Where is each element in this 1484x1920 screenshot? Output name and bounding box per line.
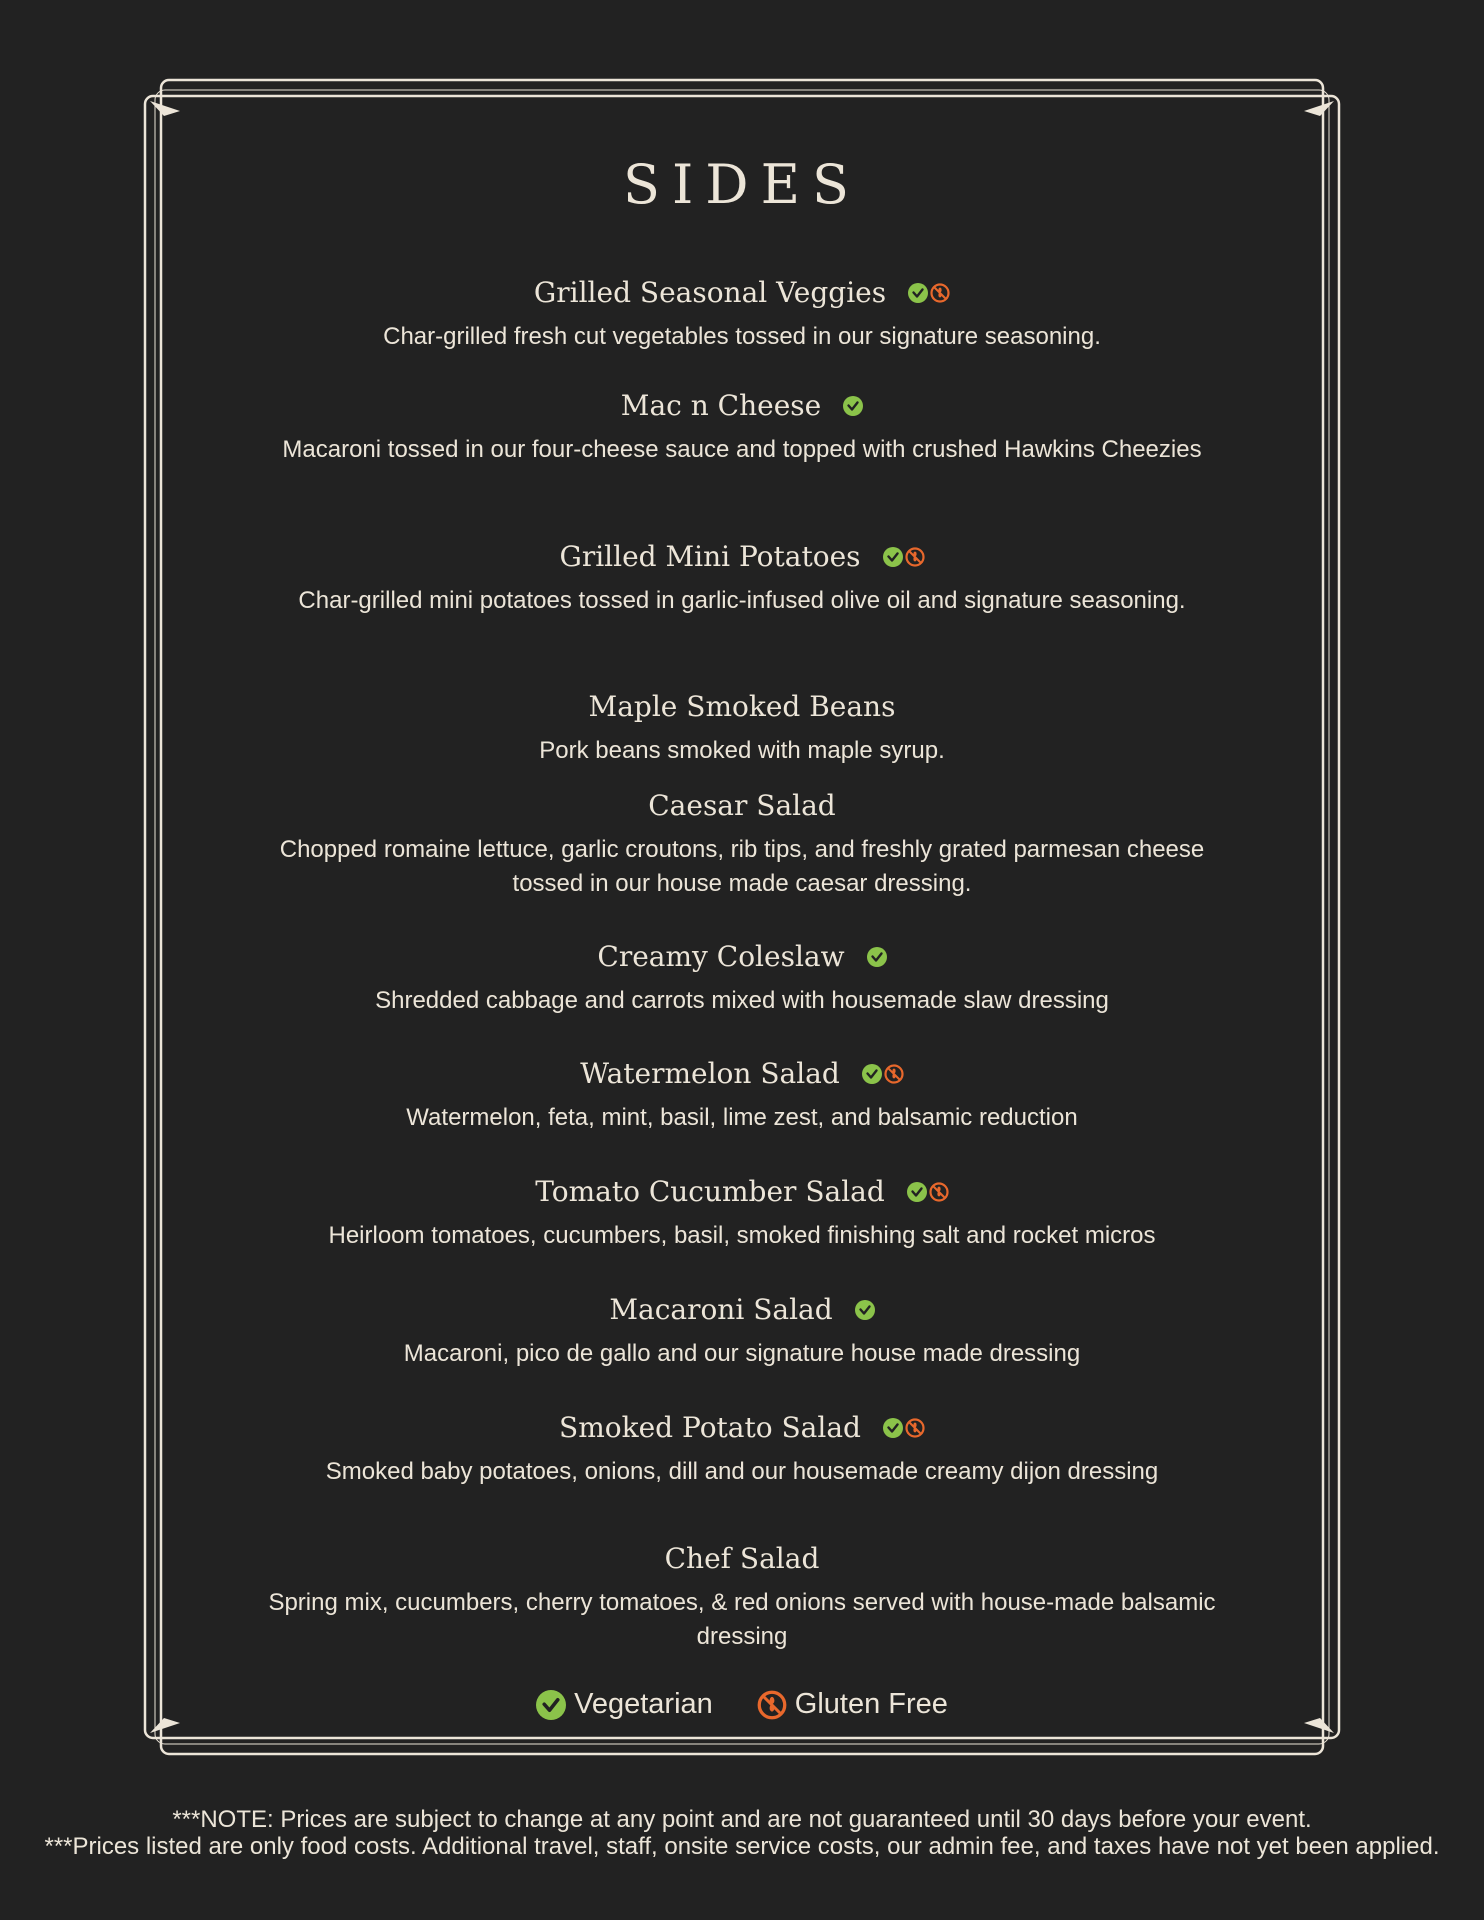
gluten-free-icon: [884, 1064, 904, 1084]
gluten-free-icon: [930, 283, 950, 303]
item-name-row: [0, 1411, 1484, 1445]
page-title: SIDES: [622, 153, 862, 216]
diet-badges: [907, 1182, 949, 1202]
legend: [0, 1688, 1484, 1721]
legend-gluten-free-label: Gluten Free: [794, 1688, 948, 1720]
item-name-row: [0, 1057, 1484, 1091]
price-notes: [0, 1806, 1484, 1860]
item-name-row: [0, 690, 1484, 724]
item-description: Smoked baby potatoes, onions, dill and our housemade creamy dijon dressing: [325, 1457, 1159, 1485]
item-description: Char-grilled fresh cut vegetables tossed in our signature seasoning.: [383, 322, 1101, 350]
legend-vegetarian-label: Vegetarian: [574, 1688, 713, 1720]
gluten-free-icon: [757, 1690, 787, 1720]
item-name: Smoked Potato Salad: [559, 1411, 861, 1444]
item-description: Heirloom tomatoes, cucumbers, basil, smoked finishing salt and rocket micros: [328, 1221, 1156, 1249]
menu-item: [0, 276, 1484, 354]
menu-item: [0, 389, 1484, 467]
diet-badges: [883, 547, 925, 567]
item-description: Pork beans smoked with maple syrup.: [539, 736, 945, 764]
diet-badges: [843, 396, 863, 416]
menu-item: [0, 1057, 1484, 1135]
vegetarian-icon: [862, 1064, 882, 1084]
item-name: Tomato Cucumber Salad: [535, 1175, 885, 1208]
vegetarian-icon: [908, 283, 928, 303]
vegetarian-icon: [536, 1690, 566, 1720]
diet-badges: [855, 1300, 875, 1320]
diet-badges: [862, 1064, 904, 1084]
gluten-free-icon: [905, 547, 925, 567]
item-name-row: [0, 540, 1484, 574]
menu-item: [0, 1293, 1484, 1371]
item-name-row: [0, 940, 1484, 974]
item-name: Creamy Coleslaw: [597, 940, 845, 973]
diet-badges: [883, 1418, 925, 1438]
item-name: Caesar Salad: [648, 789, 836, 822]
legend-vegetarian: [536, 1688, 713, 1721]
menu-item: [0, 789, 1484, 901]
item-description: Macaroni, pico de gallo and our signature house made dressing: [403, 1339, 1081, 1367]
item-name: Watermelon Salad: [580, 1057, 840, 1090]
item-name: Maple Smoked Beans: [588, 690, 896, 723]
item-name: Mac n Cheese: [620, 389, 822, 422]
item-name-row: [0, 789, 1484, 823]
menu-item: [0, 540, 1484, 618]
item-description: Watermelon, feta, mint, basil, lime zest, and balsamic reduction: [406, 1103, 1078, 1131]
item-name: Grilled Mini Potatoes: [559, 540, 861, 573]
item-description: Char-grilled mini potatoes tossed in garlic-infused olive oil and signature seasoning.: [298, 586, 1186, 614]
item-name: Macaroni Salad: [609, 1293, 833, 1326]
item-description: Chopped romaine lettuce, garlic croutons, rib tips, and freshly grated parmesan cheese tossed in our house made caesar dressing.: [279, 835, 1205, 897]
gluten-free-icon: [905, 1418, 925, 1438]
vegetarian-icon: [843, 396, 863, 416]
item-description: Shredded cabbage and carrots mixed with housemade slaw dressing: [375, 986, 1109, 1014]
vegetarian-icon: [907, 1182, 927, 1202]
note-line: ***Prices listed are only food costs. Additional travel, staff, onsite service costs, our admin fee, and taxes have not yet been applied.: [44, 1833, 1440, 1860]
item-description: Macaroni tossed in our four-cheese sauce and topped with crushed Hawkins Cheezies: [282, 435, 1202, 463]
item-name-row: [0, 389, 1484, 423]
vegetarian-icon: [883, 547, 903, 567]
vegetarian-icon: [855, 1300, 875, 1320]
vegetarian-icon: [867, 947, 887, 967]
item-name: Grilled Seasonal Veggies: [533, 276, 887, 309]
diet-badges: [908, 283, 950, 303]
menu-item: [0, 1411, 1484, 1489]
legend-gluten-free: [757, 1688, 948, 1721]
item-name-row: [0, 276, 1484, 310]
item-name-row: [0, 1175, 1484, 1209]
menu-item: [0, 1542, 1484, 1654]
item-name-row: [0, 1542, 1484, 1576]
gluten-free-icon: [929, 1182, 949, 1202]
menu-item: [0, 1175, 1484, 1253]
vegetarian-icon: [883, 1418, 903, 1438]
item-name: Chef Salad: [664, 1542, 820, 1575]
diet-badges: [867, 947, 887, 967]
item-description: Spring mix, cucumbers, cherry tomatoes, & red onions served with house-made balsamic dressing: [268, 1588, 1216, 1650]
menu-item: [0, 940, 1484, 1018]
note-line: ***NOTE: Prices are subject to change at any point and are not guaranteed until 30 days before your event.: [172, 1806, 1312, 1833]
menu-item: [0, 690, 1484, 768]
item-name-row: [0, 1293, 1484, 1327]
